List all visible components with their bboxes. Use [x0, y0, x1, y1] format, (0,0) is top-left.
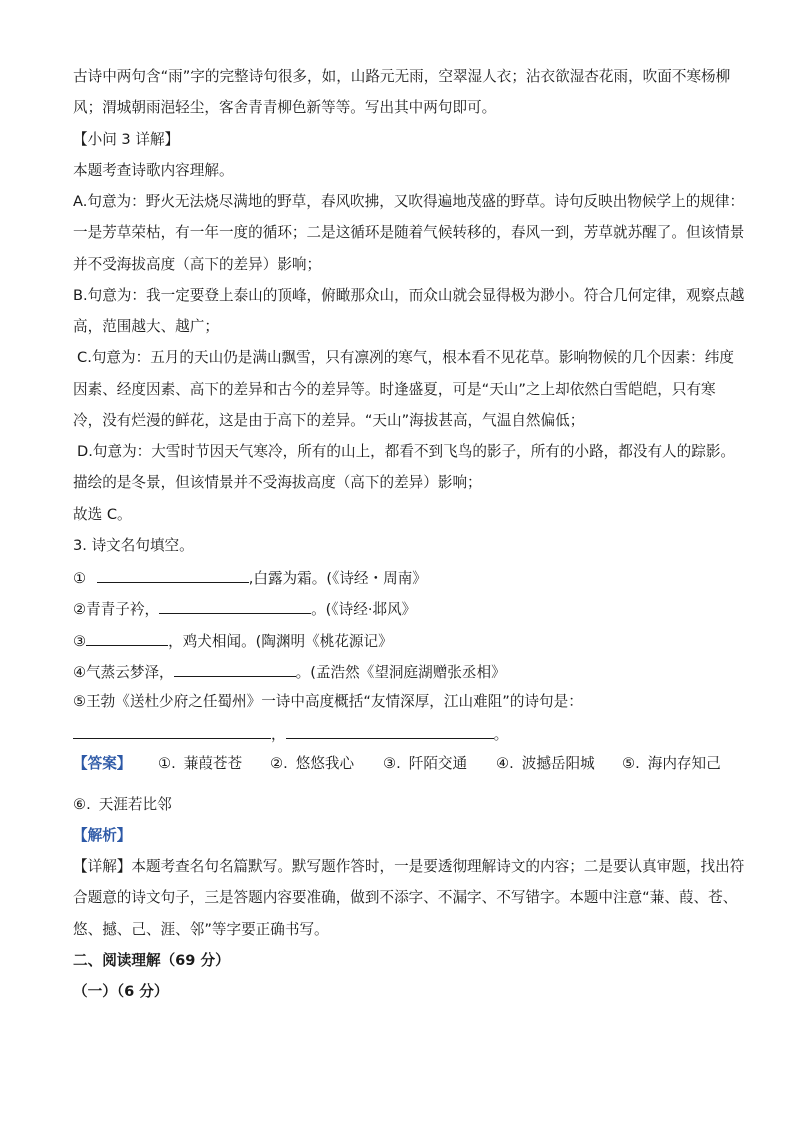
answer-number: ⑥.	[73, 796, 91, 813]
answer-text: 波撼岳阳城	[521, 755, 595, 772]
answer-item	[270, 754, 354, 774]
section-subtitle: （一）（6 分）	[73, 983, 169, 1000]
analysis-line: 悠、撼、己、涯、邻”等字要正确书写。	[73, 921, 329, 938]
fill-blank-3	[73, 630, 723, 652]
option-d-line: 描绘的是冬景，但该情景并不受海拔高度（高下的差异）影响；	[73, 474, 482, 491]
option-c-line: C.句意为：五月的天山仍是满山飘雪，只有凛冽的寒气，根本看不见花草。影响物候的几个因素：纬度	[77, 349, 734, 366]
answer-number: ⑤.	[622, 755, 640, 772]
blank-head: ②青青子衿，	[73, 601, 160, 618]
blank-head: ④气蒸云梦泽，	[73, 664, 174, 681]
answer-label: 【答案】	[73, 755, 132, 772]
answer-item	[496, 754, 595, 774]
answer-item	[622, 754, 721, 774]
answer-number: ④.	[496, 755, 514, 772]
answer-item	[158, 754, 242, 774]
answer-text: 天涯若比邻	[98, 796, 172, 813]
answer-blank	[159, 598, 311, 614]
item-number: ③	[73, 633, 87, 650]
fill-blank-4	[73, 661, 723, 683]
item-number: ①	[73, 570, 87, 587]
option-a-line: 并不受海拔高度（高下的差异）影响；	[73, 256, 322, 273]
choice-line: 故选 C。	[73, 506, 132, 523]
answer-blank	[286, 723, 494, 739]
paragraph-line: 古诗中两句含“雨”字的完整诗句很多，如，山路元无雨，空翠湿人衣；沾衣欲湿杏花雨，吹面不寒杨柳	[73, 68, 731, 85]
fill-blank-5-lines	[73, 723, 723, 745]
answer-number: ③.	[383, 755, 401, 772]
paragraph-line: 本题考查诗歌内容理解。	[73, 162, 234, 179]
option-b-line: 高，范围越大、越广；	[73, 318, 219, 335]
blank-separator: ，	[271, 726, 286, 743]
answer-item	[383, 754, 467, 774]
answer-item	[73, 795, 172, 815]
answer-number: ①.	[158, 755, 176, 772]
blank-end: 。	[493, 726, 509, 743]
answer-text: 阡陌交通	[408, 755, 468, 772]
section-title: 二、阅读理解（69 分）	[73, 952, 230, 969]
answer-text: 悠悠我心	[295, 755, 355, 772]
option-d-line: D.句意为：大雪时节因天气寒冷，所有的山上，都看不到飞鸟的影子，所有的小路，都没有人的踪影。	[77, 443, 736, 460]
answer-blank	[97, 567, 249, 583]
answer-blank	[174, 661, 296, 677]
option-a-line: A.句意为：野火无法烧尽满地的野草，春风吹拂，又吹得遍地茂盛的野草。诗句反映出物候学上的规律：	[73, 193, 745, 210]
subquestion-heading: 【小问 3 详解】	[73, 131, 180, 148]
question-3-title: 3. 诗文名句填空。	[73, 537, 194, 554]
option-c-line: 冷，没有烂漫的鲜花，这是由于高下的差异。“天山”海拔甚高，气温自然偏低；	[73, 412, 585, 429]
option-c-line: 因素、经度因素、高下的差异和古今的差异等。时逢盛夏，可是“天山”之上却依然白雪皑皑，只有寒	[73, 381, 716, 398]
answer-blank	[86, 630, 168, 646]
answer-blank	[73, 723, 271, 739]
blank-tail: 。(孟浩然《望洞庭湖赠张丞相》	[295, 664, 506, 681]
blank-tail: ，鸡犬相闻。(陶渊明《桃花源记》	[168, 633, 393, 650]
fill-blank-2	[73, 598, 723, 620]
option-b-line: B.句意为：我一定要登上泰山的顶峰，俯瞰那众山，而众山就会显得极为渺小。符合几何定律，观察点越	[73, 287, 745, 304]
answer-number: ②.	[270, 755, 288, 772]
answer-text: 海内存知己	[647, 755, 721, 772]
option-a-line: 一是芳草荣枯，有一年一度的循环；二是这循环是随着气候转移的，春风一到，芳草就苏醒了。但该情景	[73, 224, 745, 241]
fill-blank-5-prompt: ⑤王勃《送杜少府之任蜀州》一诗中高度概括“友情深厚，江山难阻”的诗句是：	[73, 693, 583, 710]
answer-text: 蒹葭苍苍	[183, 755, 243, 772]
paragraph-line: 风；渭城朝雨浥轻尘，客舍青青柳色新等等。写出其中两句即可。	[73, 99, 497, 116]
analysis-line: 【详解】本题考查名句名篇默写。默写题作答时，一是要透彻理解诗文的内容；二是要认真审题，找出符	[73, 858, 745, 875]
analysis-label: 【解析】	[73, 827, 132, 844]
blank-tail: 。(《诗经·邶风》	[311, 601, 417, 618]
analysis-line: 合题意的诗文句子，三是答题内容要准确，做到不添字、不漏字、不写错字。本题中注意“蒹、葭、苍、	[73, 889, 738, 906]
fill-blank-1	[73, 567, 723, 589]
blank-tail: ,白露为霜。(《诗经・周南》	[248, 570, 427, 587]
